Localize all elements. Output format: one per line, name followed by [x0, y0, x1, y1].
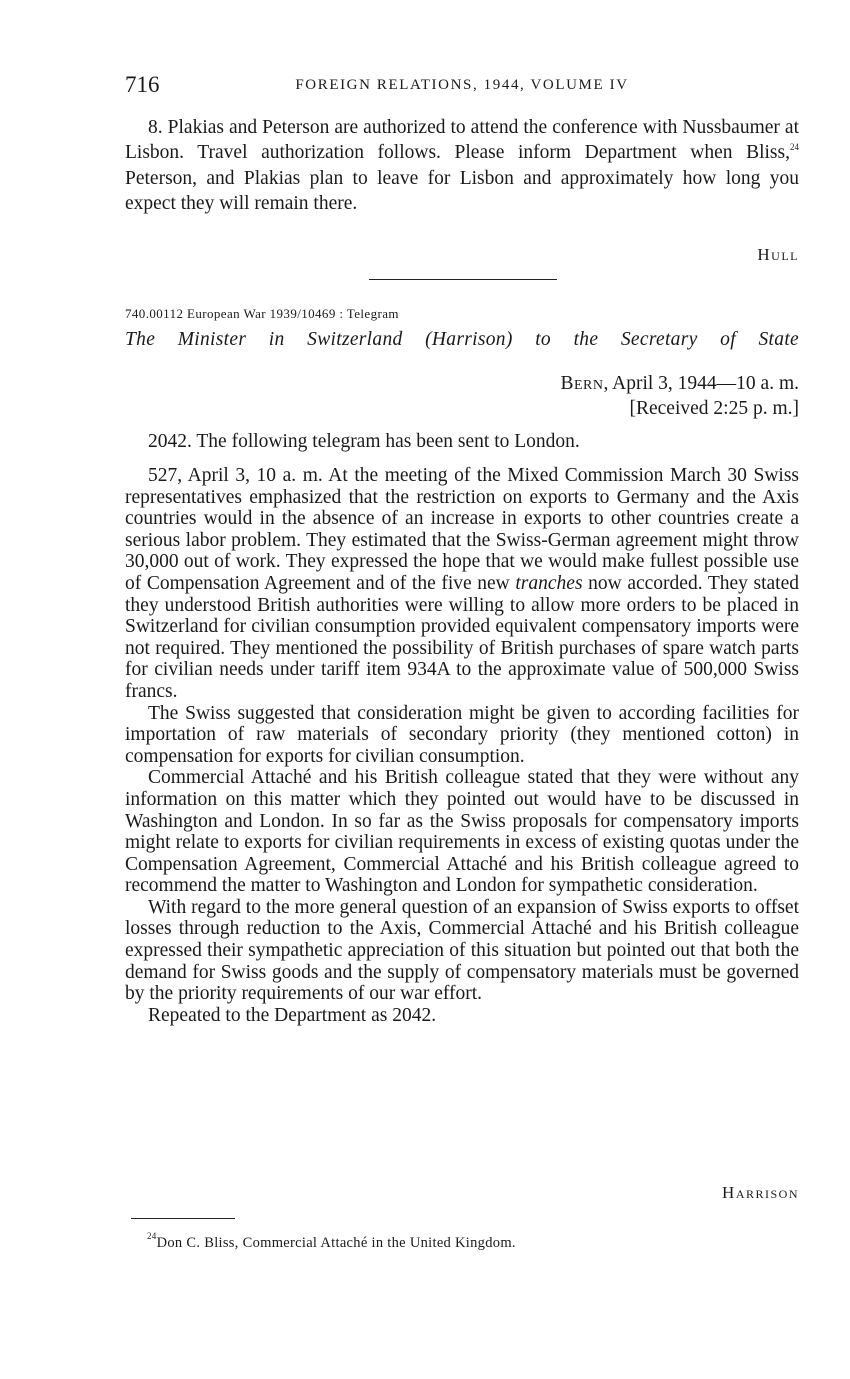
telegram-paragraph-2: The Swiss suggested that consideration might be given to according facilities for importation of raw materials of secondary priority (they mentioned cotton) in compensation for exports for civilian consumption.	[125, 702, 799, 767]
footnote-marker: 24	[147, 1231, 157, 1241]
footnote-reference: 24	[790, 142, 799, 153]
signature-harrison: Harrison	[722, 1183, 799, 1202]
italic-term: tranches	[515, 572, 583, 594]
telegram-paragraph-3: Commercial Attaché and his British colleague stated that they were without any information on this matter which they pointed out would have to be discussed in Washington and London. In so far as the Swiss proposals for compensatory imports might relate to exports for civilian requirements in excess of existing quotas under the Compensation Agreement, Commercial Attaché and his British colleague agreed to recommend the matter to Washington and London for sympathetic consideration.	[125, 767, 799, 897]
telegram-paragraph-4: With regard to the more general question of an expansion of Swiss exports to offset losses through reduction to the Axis, Commercial Attaché and his British colleague expressed their sympathetic appreciation of this situation but pointed out that both the demand for Swiss goods and the supply of compensatory materials must be governed by the priority requirements of our war effort.	[125, 896, 799, 1005]
page-header	[125, 72, 799, 102]
dateline	[299, 371, 799, 421]
section-divider	[369, 279, 557, 280]
file-number: 740.00112 European War 1939/10469 : Telegram	[125, 306, 399, 321]
telegram-paragraph-1	[125, 465, 799, 703]
footnote-text: Don C. Bliss, Commercial Attaché in the United Kingdom.	[156, 1235, 516, 1251]
paragraph-8-text-continued: Peterson, and Plakias plan to leave for Lisbon and approximately how long you expect they will remain there.	[125, 167, 799, 215]
telegram-paragraph-5: Repeated to the Department as 2042.	[148, 1004, 437, 1026]
page-number: 716	[125, 72, 160, 97]
document-title: The Minister in Switzerland (Harrison) to the Secretary of State	[125, 329, 799, 350]
telegram-body	[125, 465, 799, 1026]
footnote	[147, 1231, 516, 1252]
dateline-place-date	[299, 371, 799, 396]
telegram-paragraph-1-text: 527, April 3, 10 a. m. At the meeting of the Mixed Commission March 30 Swiss representatives emphasized that the restriction on exports to Germany and the Axis countries would in the absence of an increase in exports to other countries create a serious labor problem. They estimated that the Swiss-German agreement might throw 30,000 out of work. They expressed the hope that we would make fullest possible use of Compensation Agreement and of the five new	[125, 465, 799, 594]
footnote-rule	[131, 1218, 235, 1219]
telegram-intro: 2042. The following telegram has been sent to London.	[148, 431, 580, 452]
dateline-place: Bern	[560, 373, 604, 394]
received-time: [Received 2:25 p. m.]	[629, 398, 799, 419]
running-head: FOREIGN RELATIONS, 1944, VOLUME IV	[295, 77, 629, 93]
telegram-paragraph-1-text-continued: now accorded. They stated they understood British authorities were willing to allow more orders to be placed in Switzerland for civilian consumption provided equivalent compensatory imports were not required. They mentioned the possibility of British purchases of spare watch parts for civilian needs under tariff item 934A to the approximate value of 500,000 Swiss francs.	[125, 572, 799, 702]
signature-hull: Hull	[757, 245, 799, 264]
paragraph-8-text: 8. Plakias and Peterson are authorized to attend the conference with Nussbaumer at Lisbon. Travel authorization follows. Please inform Department when Bliss,	[125, 117, 799, 164]
paragraph-8	[125, 115, 799, 217]
dateline-date: , April 3, 1944—10 a. m.	[603, 373, 799, 394]
